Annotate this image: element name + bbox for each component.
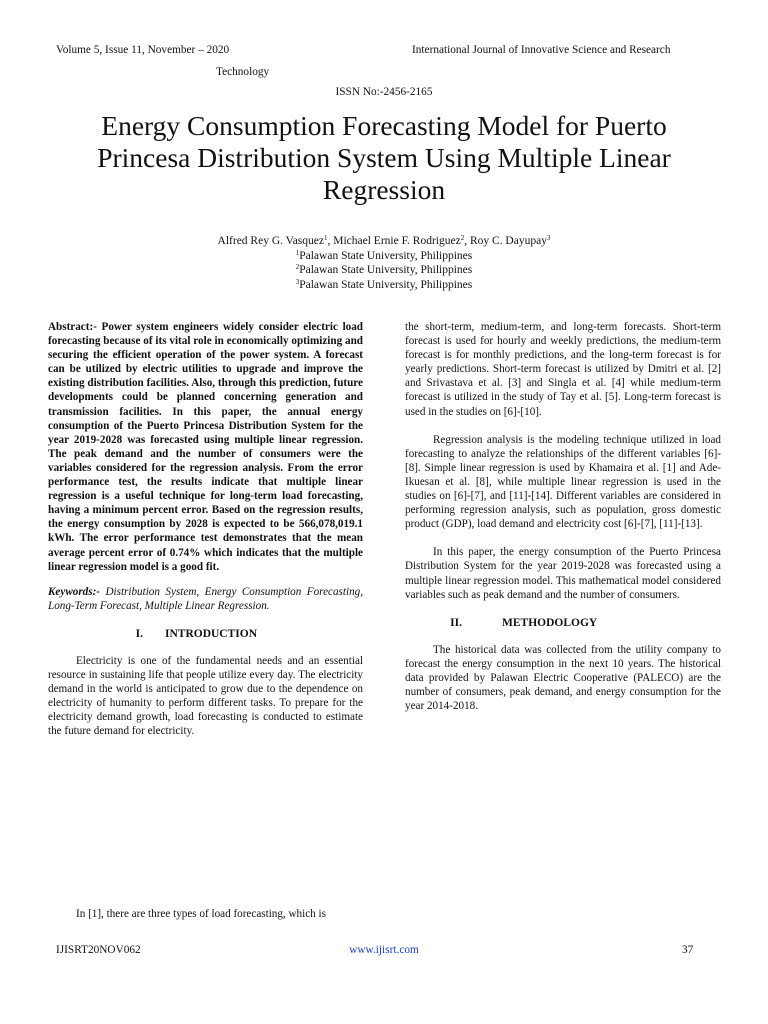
affiliation-text: Palawan State University, Philippines (299, 264, 473, 276)
paper-title: Energy Consumption Forecasting Model for Puerto Princesa Distribution System Using Multiple Linear Regression (97, 110, 671, 205)
author-name: , Michael Ernie F. Rodriguez (327, 235, 461, 247)
keywords-label: Keywords:- (48, 585, 100, 598)
section-title: METHODOLOGY (502, 616, 598, 629)
intro-paragraph-continued (48, 907, 363, 921)
affiliation-text: Palawan State University, Philippines (299, 278, 473, 291)
author-name: Alfred Rey G. Vasquez (217, 235, 324, 247)
left-column (48, 320, 363, 739)
body-paragraph: In this paper, the energy consumption of the Puerto Princesa Distribution System for the year 2019-2028 was forecasted using a multiple linear regression model. This mathematical model considered variables such as peak demand and the number of consumers. (405, 546, 721, 601)
intro-paragraph: Electricity is one of the fundamental needs and an essential resource in sustaining life that people utilize every day. The electricity demand in the world is anticipated to grow due to the dependence on electricity of humanity to perform different tasks. To prepare for the electricity demand growth, load forecasting is conducted to estimate the future demand for electricity. (48, 654, 363, 738)
footer-page-number: 37 (682, 944, 694, 956)
body-paragraph: Regression analysis is the modeling technique utilized in load forecasting to analyze the relationships of the different variables [6]-[8]. Simple linear regression is used by Khamaira et al. [1] and Ade-Ikuesan et al. [8], while multiple linear regression is used in the studies on [6]-[7], and [11]-[14]. Different variables are considered in performing regression analysis, such as population, gross domestic product (GDP), load demand and electricity cost [6]-[7], [11]-[13]. (405, 433, 721, 531)
author-name: , Roy C. Dayupay (464, 235, 547, 247)
section-number: II. (450, 616, 462, 629)
footer-paper-id: IJISRT20NOV062 (56, 944, 141, 956)
header-journal: International Journal of Innovative Science and Research (412, 44, 671, 56)
header-issn: ISSN No:-2456-2165 (335, 86, 433, 98)
section-heading-methodology (405, 616, 721, 630)
section-title: INTRODUCTION (165, 627, 258, 640)
body-paragraph: the short-term, medium-term, and long-term forecasts. Short-term forecast is used for hourly and weekly predictions, the medium-term forecast is for monthly predictions, and the long-term forecast is for yearly predictions. Short-term forecast is utilized by Dmitri et al. [2] and Srivastava et al. [3] and Singla et al. [4] while medium-term forecast is utilized in the study of Tay et al. [5]. Long-term forecast is used in the studies on [6]-[10]. (405, 321, 721, 418)
right-column (405, 320, 721, 713)
footer-url-link[interactable]: www.ijisrt.com (349, 944, 419, 956)
abstract: Abstract:- Power system engineers widely consider electric load forecasting because of its vital role in economically optimizing and securing the efficient operation of the power system. A forecast can be utilized by electric utilities to upgrade and improve the existing distribution facilities. Also, through this prediction, future developments could be planned concerning generation and transmission facilities. In this paper, the annual energy consumption of the Puerto Princesa Distribution System for the year 2019-2028 was forecasted using multiple linear regression. The peak demand and the number of consumers were the variables considered for the regression analysis. From the error performance test, the results indicate that multiple linear regression is a useful technique for long-term load forecasting, having a minimum percent error. Based on the regression results, the energy consumption by 2028 is expected to be 566,078,019.1 kWh. The error performance test demonstrates that the mean average percent error of 0.74% which indicates that the multiple linear regression model is a good fit. (48, 321, 363, 573)
header-volume: Volume 5, Issue 11, November – 2020 (56, 44, 230, 56)
affiliation (0, 249, 768, 264)
affiliation (0, 263, 768, 278)
body-paragraph: The historical data was collected from the utility company to forecast the energy consumption in the next 10 years. The historical data provided by Palawan Electric Cooperative (PALECO) are the number of consumers, peak demand, and energy consumption for the year 2014-2018. (405, 643, 721, 713)
affiliation-sup: 1 (295, 248, 300, 257)
section-heading-introduction (48, 627, 363, 641)
affiliation (0, 278, 768, 293)
keywords (48, 585, 363, 613)
affiliation-sup: 3 (295, 277, 300, 286)
author-sup: 1 (324, 234, 328, 242)
affiliation-sup: 2 (295, 263, 300, 271)
keywords-text: Distribution System, Energy Consumption Forecasting, Long-Term Forecast, Multiple Linear Regression. (48, 585, 363, 612)
author-sup: 2 (460, 234, 465, 242)
author-block (0, 234, 768, 292)
section-number: I. (135, 627, 143, 640)
affiliation-text: Palawan State University, Philippines (299, 249, 473, 262)
author-line (0, 234, 768, 249)
header-journal-continued: Technology (216, 66, 270, 78)
author-sup: 3 (546, 234, 551, 242)
intro-paragraph-start: In [1], there are three types of load forecasting, which is (76, 908, 326, 920)
